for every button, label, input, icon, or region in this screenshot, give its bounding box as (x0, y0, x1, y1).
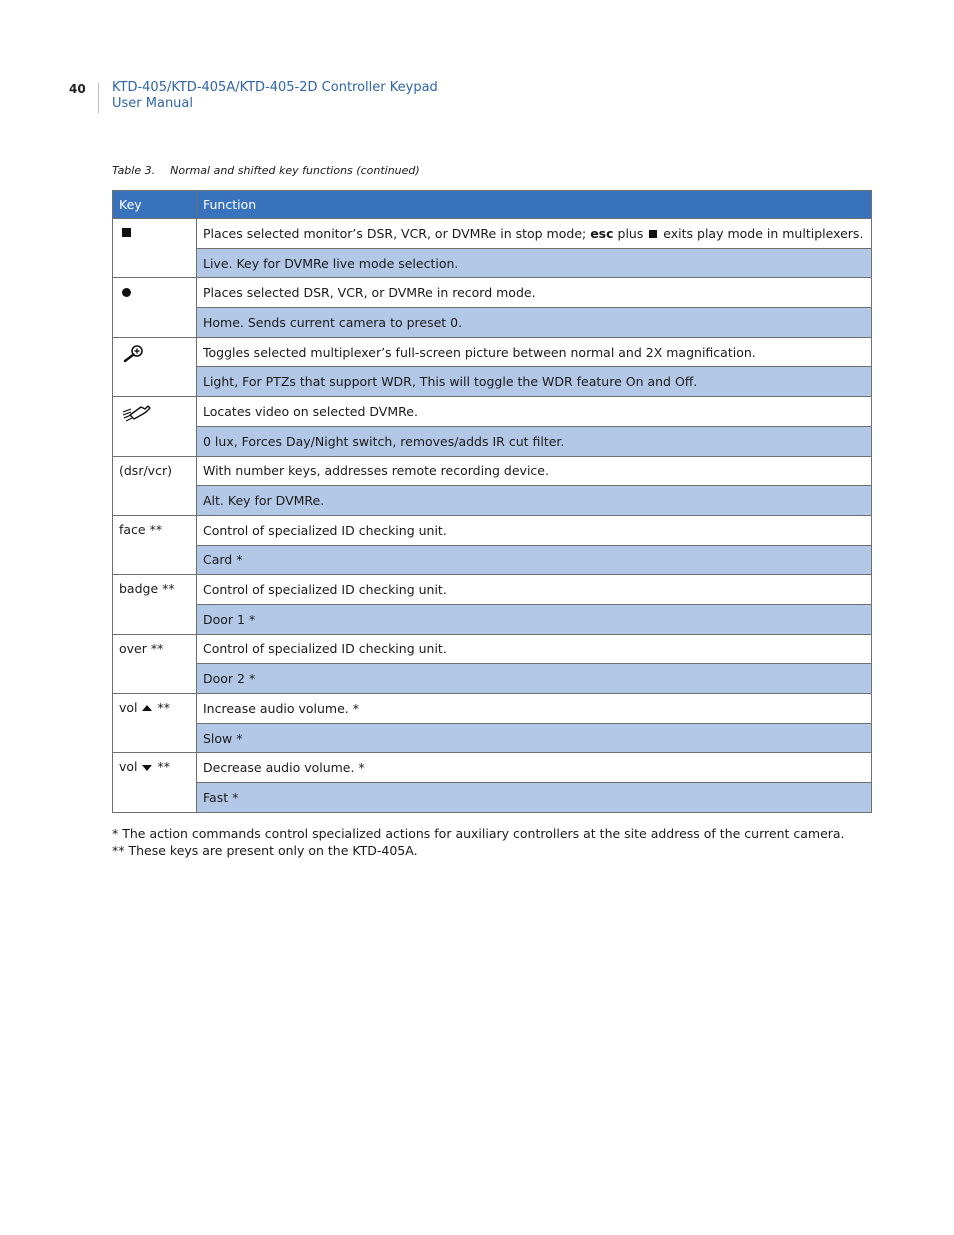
function-shifted: Fast * (197, 783, 872, 813)
table-row (113, 308, 872, 338)
table-row (113, 456, 872, 486)
table-row (113, 753, 872, 783)
function-shifted: 0 lux, Forces Day/Night switch, removes/adds IR cut filter. (197, 426, 872, 456)
key-cell: face ** (113, 515, 197, 574)
function-shifted: Slow * (197, 723, 872, 753)
table-row (113, 515, 872, 545)
function-shifted: Light, For PTZs that support WDR, This will toggle the WDR feature On and Off. (197, 367, 872, 397)
table-header-row (113, 191, 872, 219)
key-cell: badge ** (113, 575, 197, 634)
function-shifted: Live. Key for DVMRe live mode selection. (197, 248, 872, 278)
key-suffix: ** (157, 700, 171, 715)
function-normal: Increase audio volume. * (197, 694, 872, 724)
table-row (113, 397, 872, 427)
document-title-line1: KTD-405/KTD-405A/KTD-405-2D Controller Keypad (112, 80, 438, 95)
key-cell: (dsr/vcr) (113, 456, 197, 515)
key-cell (113, 694, 197, 753)
function-normal: Control of specialized ID checking unit. (197, 575, 872, 605)
key-cell (113, 397, 197, 456)
document-title-line2: User Manual (112, 96, 194, 111)
function-text: Places selected monitor’s DSR, VCR, or DVMRe in stop mode; (203, 225, 591, 241)
footnote-ktd-405a-keys: ** These keys are present only on the KTD-405A. (112, 843, 418, 858)
table-row (113, 783, 872, 813)
table-row (113, 604, 872, 634)
record-dot-icon (122, 288, 131, 297)
locate-video-icon (121, 403, 151, 423)
function-shifted: Door 2 * (197, 664, 872, 694)
function-normal: Toggles selected multiplexer’s full-screen picture between normal and 2X magnification. (197, 337, 872, 367)
table-row (113, 723, 872, 753)
key-cell (113, 753, 197, 812)
function-normal (197, 219, 872, 249)
stop-square-icon (122, 228, 131, 237)
esc-key-label: esc (590, 225, 614, 241)
footnotes (112, 825, 845, 859)
document-title (112, 80, 438, 112)
table-row (113, 694, 872, 724)
function-text: exits play mode in multiplexers. (659, 225, 864, 241)
column-header-function: Function (197, 191, 872, 219)
table-row (113, 248, 872, 278)
table-row (113, 278, 872, 308)
function-normal: Control of specialized ID checking unit. (197, 515, 872, 545)
table-row (113, 367, 872, 397)
page-number: 40 (69, 82, 86, 96)
column-header-key: Key (113, 191, 197, 219)
key-cell (113, 219, 197, 278)
table-caption (112, 164, 420, 177)
table-row (113, 486, 872, 516)
magnify-icon (121, 344, 145, 364)
table-caption-title: Normal and shifted key functions (continued) (170, 164, 420, 177)
table-row (113, 545, 872, 575)
function-normal: Control of specialized ID checking unit. (197, 634, 872, 664)
key-suffix: ** (157, 759, 171, 775)
function-shifted: Door 1 * (197, 604, 872, 634)
function-normal: With number keys, addresses remote recording device. (197, 456, 872, 486)
function-normal: Locates video on selected DVMRe. (197, 397, 872, 427)
table-row (113, 664, 872, 694)
function-shifted: Card * (197, 545, 872, 575)
table-row (113, 219, 872, 249)
function-shifted: Home. Sends current camera to preset 0. (197, 308, 872, 338)
stop-square-icon (649, 230, 657, 238)
table-caption-label: Table 3. (112, 164, 156, 177)
key-label: vol (119, 759, 138, 775)
function-normal: Decrease audio volume. * (197, 753, 872, 783)
key-label: vol (119, 700, 138, 715)
header-divider (98, 83, 99, 113)
triangle-down-icon (142, 765, 152, 771)
table-row (113, 575, 872, 605)
triangle-up-icon (142, 705, 152, 711)
footnote-action-commands: * The action commands control specialized actions for auxiliary controllers at the site address of the current camera. (112, 826, 845, 841)
key-cell (113, 278, 197, 337)
table-row (113, 426, 872, 456)
function-normal: Places selected DSR, VCR, or DVMRe in record mode. (197, 278, 872, 308)
table-row (113, 337, 872, 367)
function-text: plus (613, 225, 648, 241)
function-shifted: Alt. Key for DVMRe. (197, 486, 872, 516)
key-functions-table (112, 190, 872, 813)
key-cell: over ** (113, 634, 197, 693)
key-cell (113, 337, 197, 396)
table-row (113, 634, 872, 664)
